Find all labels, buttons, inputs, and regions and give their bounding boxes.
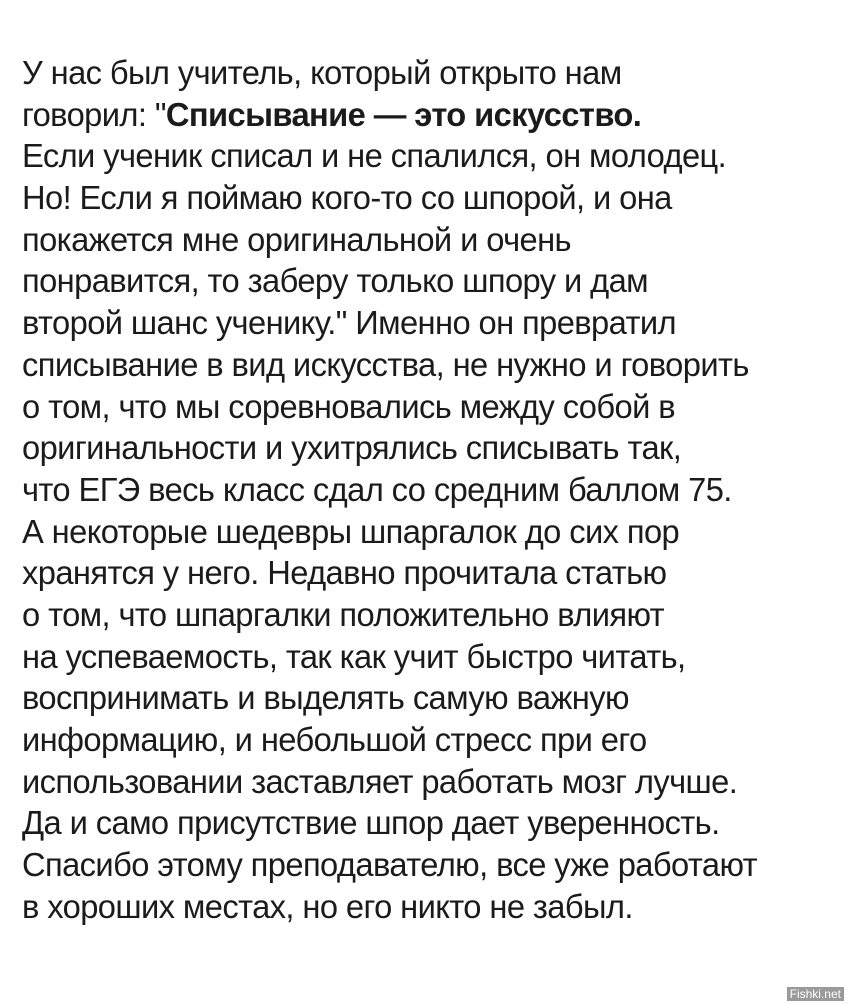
text-line: о том, что шпаргалки положительно влияют — [22, 595, 665, 633]
emphasized-quote: Списывание — это искусство. — [165, 95, 642, 133]
text-line: хранятся у него. Недавно прочитала статью — [22, 554, 667, 592]
text-line: Но! Если я поймаю кого-то со шпорой, и она — [22, 179, 672, 217]
text-line-segment: говорил: " — [22, 95, 166, 133]
text-line: Спасибо этому преподавателю, все уже работают — [22, 846, 758, 884]
text-line: информацию, и небольшой стресс при его — [22, 721, 647, 758]
text-line: А некоторые шедевры шпаргалок до сих пор — [22, 512, 680, 550]
text-line: оригинальности и ухитрялись списывать так, — [22, 429, 682, 467]
post-text — [22, 52, 842, 927]
text-line: понравится, то заберу только шпору и дам — [22, 262, 649, 300]
text-line: У нас был учитель, который открыто нам — [22, 54, 622, 91]
text-line: Если ученик списал и не спалился, он молодец. — [22, 137, 727, 175]
text-line: использовании заставляет работать мозг лучше. — [22, 762, 738, 800]
text-line: списывание в вид искусства, не нужно и говорить — [22, 345, 749, 383]
text-line: в хороших местах, но его никто не забыл. — [22, 887, 633, 925]
text-line: что ЕГЭ весь класс сдал со средним баллом 75. — [22, 470, 732, 508]
text-line: на успеваемость, так как учит быстро читать, — [22, 637, 686, 675]
text-line: воспринимать и выделять самую важную — [22, 679, 629, 717]
text-line: покажется мне оригинальной и очень — [22, 220, 571, 258]
text-line: о том, что мы соревновались между собой в — [22, 387, 676, 425]
text-line: второй шанс ученику." Именно он превратил — [22, 304, 676, 342]
text-line: Да и само присутствие шпор дает уверенность. — [22, 804, 720, 842]
text-line — [22, 94, 834, 136]
site-watermark: Fishki.net — [787, 987, 844, 1001]
